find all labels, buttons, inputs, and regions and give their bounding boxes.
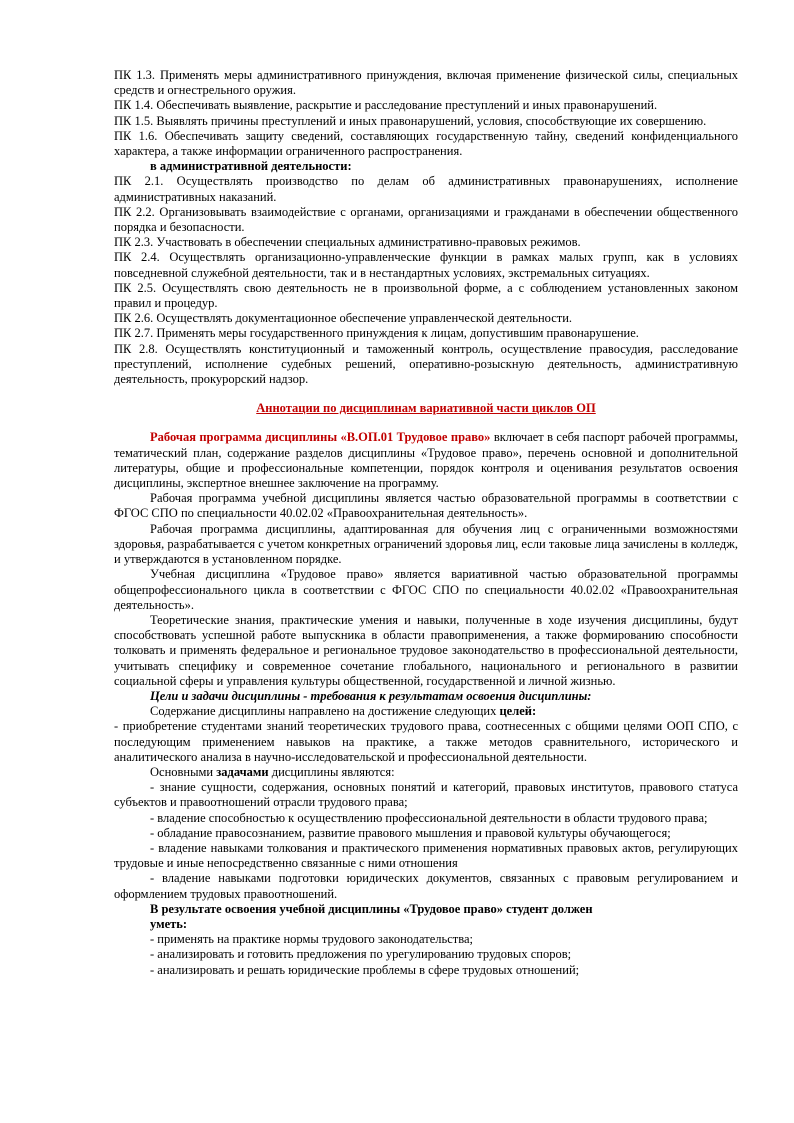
pk-1-3: ПК 1.3. Применять меры административного принуждения, включая применение физической силы, специальных средств и огнестрельного оружия. [114, 68, 738, 98]
pk-2-4: ПК 2.4. Осуществлять организационно-управленческие функции в рамках малых групп, как в условиях повседневной служебной деятельности, так и в нестандартных условиях, экстремальных ситуациях. [114, 250, 738, 280]
goals-item: - приобретение студентами знаний теоретических трудового права, соотнесенных с общими целями ООП СПО, с последующим применением навыков на практике, а также методов сравнительного, исторического и аналитического анализа в научно-исследовательской и профессиональной деятельности. [114, 719, 738, 764]
pk-1-6: ПК 1.6. Обеспечивать защиту сведений, составляющих государственную тайну, сведений конфиденциального характера, а также информации ограниченного распространения. [114, 128, 738, 159]
intro-lead: Рабочая программа дисциплины «В.ОП.01 Трудовое право» [150, 430, 491, 445]
pk-2-5: ПК 2.5. Осуществлять свою деятельность не в произвольной форме, а с соблюдением установленных законом правил и процедур. [114, 280, 738, 311]
goals-intro-text: Содержание дисциплины направлено на достижение следующих [150, 704, 500, 719]
admin-heading: в административной деятельности: [150, 159, 352, 174]
skill-item: - анализировать и готовить предложения по урегулированию трудовых споров; [150, 947, 572, 962]
task-item: - владение навыками подготовки юридических документов, связанных с правовым регулированием и оформлением трудовых правоотношений. [114, 871, 738, 901]
task-item: - знание сущности, содержания, основных понятий и категорий, правовых институтов, правового статуса субъектов и правоотношений отрасли трудового права; [114, 780, 738, 810]
skill-item: - применять на практике нормы трудового законодательства; [150, 932, 473, 947]
pk-2-7: ПК 2.7. Применять меры государственного принуждения к лицам, допустившим правонарушение. [114, 326, 639, 341]
skill-item: - анализировать и решать юридические проблемы в сфере трудовых отношений; [150, 962, 580, 977]
goals-intro [114, 704, 738, 719]
intro-paragraph [114, 430, 738, 491]
task-item: - владение навыками толкования и практического применения нормативных правовых актов, регулирующих трудовые и иные непосредственно связанные с ними отношения [114, 840, 738, 871]
paragraph-theoretical-knowledge: Теоретические знания, практические умения и навыки, полученные в ходе изучения дисциплины, будут способствовать успешной работе выпускника в области правоприменения, а также формированию способности толковать и применять федеральное и региональное трудовое законодательство в профессиональной деятельности, учитывать специфику и современное сочетание глобального, национального и регионального в развитии социальной сферы и управления культуры общественной, государственной и личной жизнью. [114, 612, 738, 688]
pk-2-8: ПК 2.8. Осуществлять конституционный и таможенный контроль, осуществление правосудия, расследование преступлений, исполнение судебных решений, оперативно-розыскную деятельность, административную деятельность, прокурорский надзор. [114, 341, 738, 387]
pk-2-1: ПК 2.1. Осуществлять производство по делам об административных правонарушениях, исполнение административных наказаний. [114, 174, 738, 204]
pk-1-5: ПК 1.5. Выявлять причины преступлений и иных правонарушений, условия, способствующие их совершению. [114, 113, 707, 128]
paragraph-variative-part: Учебная дисциплина «Трудовое право» является вариативной частью образовательной программы общепрофессионального цикла в соответствии с ФГОС СПО по специальности 40.02.02 «Правоохранительная деятельность». [114, 567, 738, 612]
tasks-intro [114, 765, 738, 780]
tasks-intro-text: Основными [150, 764, 217, 779]
pk-2-2: ПК 2.2. Организовывать взаимодействие с органами, организациями и гражданами в обеспечении общественного порядка и безопасности. [114, 204, 738, 235]
goals-heading: Цели и задачи дисциплины - требования к результатам освоения дисциплины: [150, 688, 592, 703]
tasks-intro-after: дисциплины являются: [268, 764, 395, 779]
pk-1-4: ПК 1.4. Обеспечивать выявление, раскрытие и расследование преступлений и иных правонарушений. [114, 98, 658, 113]
task-item: - обладание правосознанием, развитие правового мышления и правовой культуры обучающегося; [150, 825, 671, 840]
intro-rest: включает в себя паспорт рабочей программы, тематический план, содержание разделов дисциплины «Трудовое право», перечень основной и дополнительной литературы, общие и профессиональные компетенции, порядок контроля и оценивания результатов освоения дисциплины, экспертное внешнее заключение на программу. [114, 430, 738, 491]
section-title: Аннотации по дисциплинам вариативной части циклов ОП [256, 401, 596, 416]
tasks-intro-bold: задачами [216, 764, 269, 779]
pk-2-6: ПК 2.6. Осуществлять документационное обеспечение управленческой деятельности. [114, 311, 573, 326]
document-page [114, 68, 738, 978]
paragraph-adapted-program: Рабочая программа дисциплины, адаптированная для обучения лиц с ограниченными возможностями здоровья, разрабатывается с учетом конкретных ограничений здоровья лиц, если таковые лица зачислены в колледж, и утверждаются в установленном порядке. [114, 521, 738, 567]
pk-2-3: ПК 2.3. Участвовать в обеспечении специальных административно-правовых режимов. [114, 235, 581, 250]
goals-intro-bold: целей: [499, 704, 537, 719]
paragraph-part-of-program: Рабочая программа учебной дисциплины является частью образовательной программы в соответствии с ФГОС СПО по специальности 40.02.02 «Правоохранительная деятельность». [114, 491, 738, 521]
task-item: - владение способностью к осуществлению профессиональной деятельности в области трудового права; [150, 810, 708, 825]
skills-heading: уметь: [150, 916, 188, 931]
result-heading: В результате освоения учебной дисциплины «Трудовое право» студент должен [150, 901, 593, 916]
